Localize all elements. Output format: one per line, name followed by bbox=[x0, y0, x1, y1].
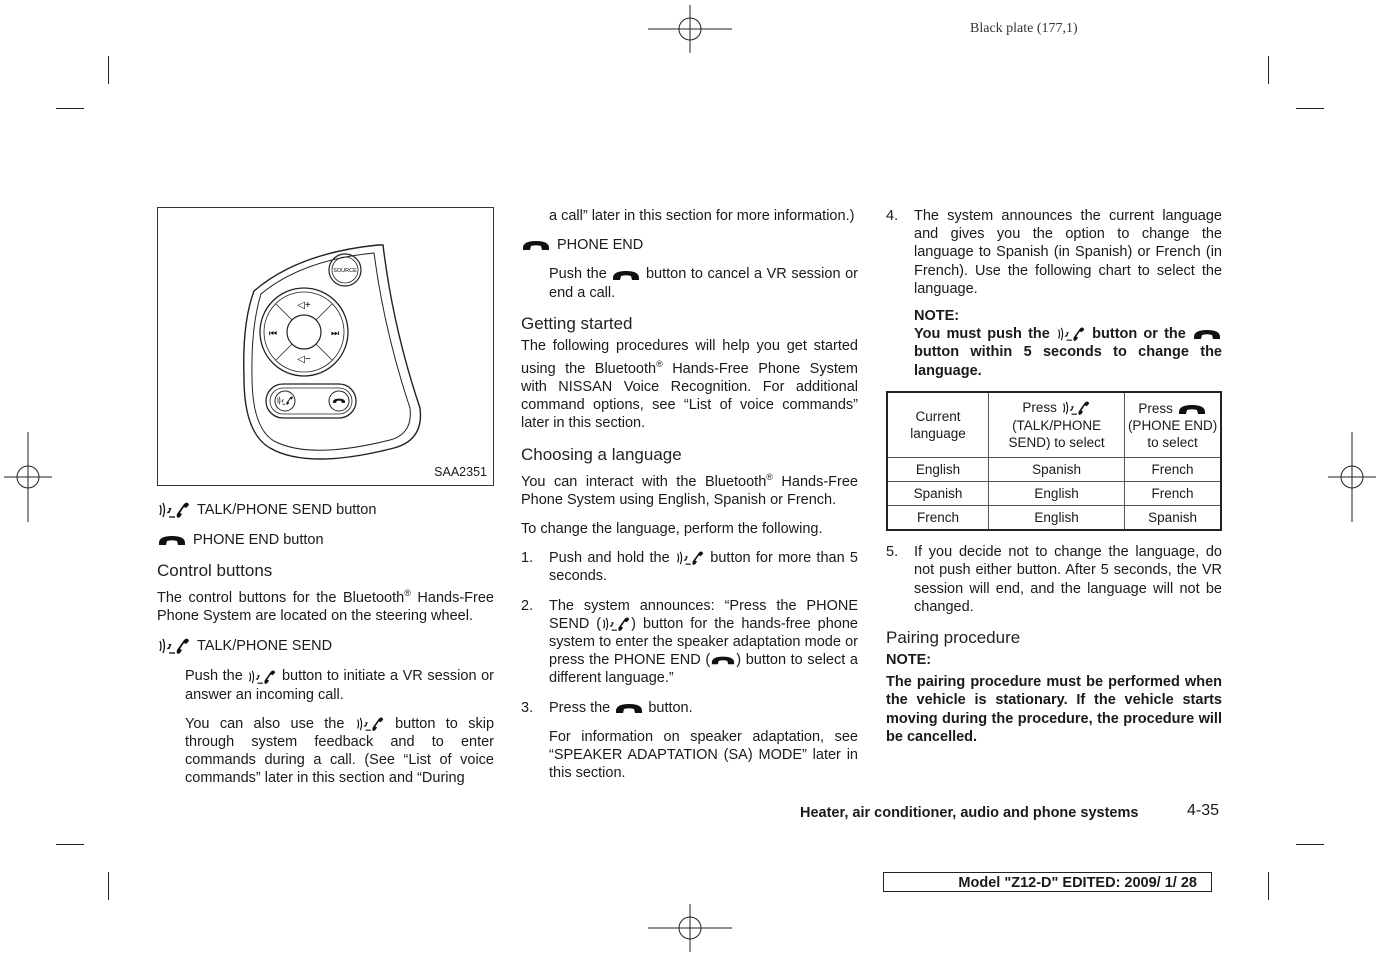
step-2: 2. The system announces: “Press the PHONE SEND ( ) button for the hands-free phone system to enter the speaker adaptation mode or press the PHONE END ( ) button to select a different language.” bbox=[521, 597, 858, 687]
legend-talk-label: TALK/PHONE SEND button bbox=[197, 501, 377, 518]
crop-mark bbox=[1296, 844, 1324, 845]
figure-caption: SAA2351 bbox=[434, 464, 487, 479]
phone-end-icon bbox=[157, 533, 187, 547]
phone-end-icon bbox=[521, 238, 551, 252]
page-number: 4-35 bbox=[1187, 802, 1220, 819]
talk-phone-send-icon bbox=[355, 715, 385, 733]
language-steps-list-continued bbox=[886, 207, 1222, 380]
steering-switch-figure bbox=[157, 207, 494, 486]
svg-text:⏮: ⏮ bbox=[268, 328, 278, 338]
phone-end-icon bbox=[1177, 402, 1207, 416]
step-5: 5. If you decide not to change the language, do not push either button. After 5 seconds, the VR session will end, and the language will not be changed. bbox=[886, 544, 1222, 615]
registration-mark-left bbox=[4, 432, 52, 527]
control-buttons-heading: Control buttons bbox=[157, 561, 273, 581]
steering-switch-illustration bbox=[158, 208, 493, 485]
talk-phone-send-icon bbox=[157, 500, 191, 520]
column-3 bbox=[886, 207, 1222, 757]
svg-text:⏭: ⏭ bbox=[330, 328, 340, 338]
change-language-paragraph: To change the language, perform the following. bbox=[521, 520, 823, 537]
plate-label: Black plate (177,1) bbox=[970, 21, 1078, 36]
language-selection-table bbox=[886, 391, 1222, 531]
talk-send-push-paragraph: Push the button to initiate a VR session or answer an incoming call. bbox=[185, 668, 494, 703]
talk-phone-send-icon bbox=[247, 668, 277, 686]
crop-mark bbox=[56, 108, 84, 109]
phone-end-icon bbox=[1192, 327, 1222, 341]
phone-end-paragraph: Push the button to cancel a VR session or end a call. bbox=[549, 266, 858, 301]
crop-mark bbox=[1296, 108, 1324, 109]
legend-end-label: PHONE END button bbox=[193, 532, 324, 548]
column-2 bbox=[521, 207, 858, 793]
getting-started-paragraph: The following procedures will help you get started using the Bluetooth® Hands-Free Phone System with NISSAN Voice Recognition. For additional command options, see “List of voice commands” later in this section. bbox=[521, 337, 858, 432]
phone-end-icon bbox=[611, 268, 641, 282]
table-header-talk: Press (TALK/PHONE SEND) to select bbox=[989, 392, 1125, 458]
table-header-row bbox=[887, 392, 1221, 458]
crop-mark bbox=[1268, 872, 1269, 900]
talk-send-subheading: TALK/PHONE SEND bbox=[157, 636, 494, 656]
step-3: 3. Press the button. bbox=[521, 699, 693, 716]
registration-mark-bottom bbox=[648, 904, 732, 957]
talk-phone-send-icon bbox=[1061, 399, 1091, 417]
crop-mark bbox=[108, 56, 109, 84]
registration-mark-top bbox=[648, 5, 732, 58]
phone-end-subheading: PHONE END bbox=[521, 236, 858, 254]
language-steps-list-final bbox=[886, 543, 1222, 616]
pairing-procedure-heading: Pairing procedure bbox=[886, 628, 1021, 648]
table-header-end: Press (PHONE END) to select bbox=[1125, 392, 1221, 458]
column-1 bbox=[157, 207, 494, 799]
talk-send-also-paragraph: You can also use the button to skip through system feedback and to enter commands during a call. (See “List of voice commands” later in this section and “During bbox=[185, 715, 495, 787]
choosing-language-heading: Choosing a language bbox=[521, 444, 682, 464]
crop-mark bbox=[56, 844, 84, 845]
registration-mark-right bbox=[1328, 432, 1376, 527]
table-row: French English Spanish bbox=[887, 506, 1221, 531]
talk-phone-send-icon bbox=[675, 549, 705, 567]
pairing-note-label: NOTE: bbox=[886, 652, 932, 669]
source-button-label: SOURCE bbox=[333, 268, 357, 274]
note-text: You must push the button or the button within 5 seconds to change the language. bbox=[914, 326, 1222, 379]
control-buttons-paragraph: The control buttons for the Bluetooth® Hands-Free Phone System are located on the steering wheel. bbox=[157, 588, 494, 625]
choosing-language-paragraph: You can interact with the Bluetooth® Hands-Free Phone System using English, Spanish or French. bbox=[521, 471, 858, 508]
table-row: English Spanish French bbox=[887, 458, 1221, 482]
model-edited-box: Model "Z12-D" EDITED: 2009/ 1/ 28 bbox=[883, 872, 1212, 892]
step-1: 1. Push and hold the button for more than 5 seconds. bbox=[521, 550, 859, 585]
getting-started-heading: Getting started bbox=[521, 313, 633, 333]
pairing-note-text: The pairing procedure must be performed when the vehicle is stationary. If the vehicle starts moving during the procedure, the procedure will be cancelled. bbox=[886, 674, 1222, 745]
section-footer-title: Heater, air conditioner, audio and phone systems bbox=[800, 805, 1139, 821]
phone-end-icon bbox=[614, 701, 644, 715]
talk-phone-send-icon bbox=[1056, 325, 1086, 343]
talk-phone-send-icon bbox=[157, 636, 191, 656]
phone-end-icon bbox=[710, 654, 736, 666]
table-header-current: Current language bbox=[887, 392, 989, 458]
table-row: Spanish English French bbox=[887, 482, 1221, 506]
crop-mark bbox=[108, 872, 109, 900]
legend-talk-send bbox=[157, 500, 494, 520]
svg-text:◁−: ◁− bbox=[297, 354, 311, 365]
legend-phone-end bbox=[157, 531, 494, 549]
svg-text:◁+: ◁+ bbox=[297, 300, 311, 311]
note-label: NOTE: bbox=[914, 308, 960, 325]
continued-paragraph: a call” later in this section for more information.) bbox=[549, 208, 855, 224]
language-steps-list bbox=[521, 549, 858, 717]
crop-mark bbox=[1268, 56, 1269, 84]
talk-phone-send-icon bbox=[601, 615, 631, 633]
step-4: 4. The system announces the current language and gives you the option to change the language to Spanish (in Spanish) or French (in French). Use the following chart to select the language. NOTE: You must push the button or the button within 5 seconds to change the language. bbox=[886, 208, 1222, 379]
speaker-adaptation-paragraph: For information on speaker adaptation, see “SPEAKER ADAPTATION (SA) MODE” later in this section. bbox=[549, 728, 858, 782]
